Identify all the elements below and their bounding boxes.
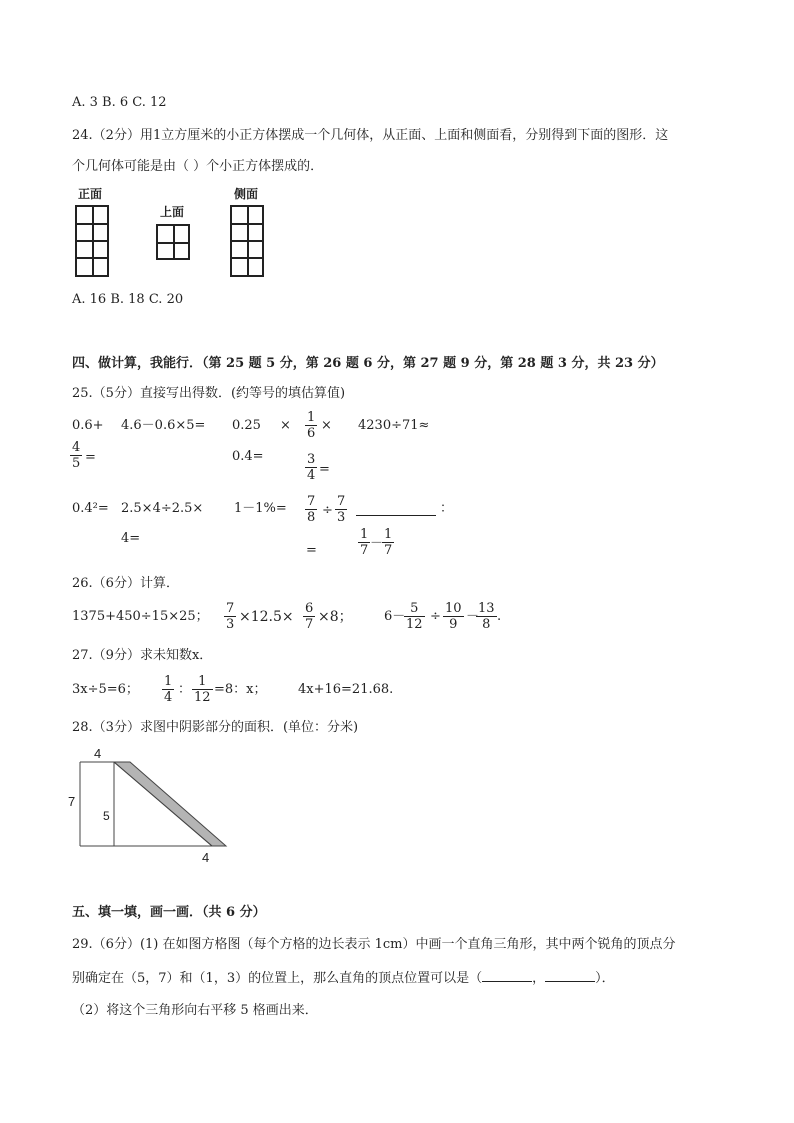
numerator: 1 <box>192 674 213 690</box>
q23-options: A. 3 B. 6 C. 12 <box>72 95 167 110</box>
q24-line1: 24.（2分）用1立方厘米的小正方体摆成一个几何体，从正面、上面和侧面看，分别得到下面的图形．这 <box>72 128 669 143</box>
q25-e7b: 4= <box>121 531 141 546</box>
q27-title: 27.（9分）求未知数x． <box>72 648 213 663</box>
numerator: 7 <box>307 494 316 509</box>
denominator: 7 <box>305 617 314 632</box>
numerator: 1 <box>307 410 316 425</box>
numerator: 5 <box>404 601 425 617</box>
numerator: 1 <box>164 674 173 689</box>
q26-e3-start: 6－ <box>384 609 406 624</box>
q29-line1: 29.（6分）(1) 在如图方格图（每个方格的边长表示 1cm）中画一个直角三角形，其中两个锐角的顶点分 <box>72 937 676 952</box>
q26-e3-fraction2 <box>443 601 464 632</box>
q25-title: 25.（5分）直接写出得数．(约等号的填估算值) <box>72 386 346 401</box>
q27-e3: 4x+16=21.68. <box>298 682 394 697</box>
q25-e3-fraction2 <box>305 452 317 483</box>
q25-e3: 0.25 <box>232 418 261 433</box>
q25-e10-fraction2 <box>382 527 394 558</box>
q29-line2-c: ）． <box>595 971 615 986</box>
q26-e3-div: ÷ <box>430 609 441 624</box>
q27-e2-end: =8：x； <box>214 682 267 697</box>
q28-figure <box>60 740 260 870</box>
q25-e4: 4230÷71≈ <box>358 418 430 433</box>
numerator: 10 <box>445 601 462 616</box>
q27-e1: 3x÷5=6； <box>72 682 139 697</box>
label-top-view: 上面 <box>160 205 185 219</box>
q25-e1: 0.6+ <box>72 418 104 433</box>
denominator: 3 <box>226 617 235 632</box>
label-left: 7 <box>68 794 76 809</box>
denominator: 8 <box>482 617 491 632</box>
numerator: 7 <box>337 494 346 509</box>
q25-e6: 0.4²= <box>72 501 109 516</box>
q25-e3-times2: × <box>321 418 332 433</box>
q25-e9-eq: = <box>306 543 317 558</box>
q26-e3-minus: － <box>466 609 480 624</box>
q25-e2: 4.6－0.6×5= <box>121 418 206 433</box>
numerator: 6 <box>305 601 314 616</box>
numerator: 1 <box>384 527 393 542</box>
numerator: 13 <box>478 601 495 616</box>
q26-e2-fraction2 <box>303 601 315 632</box>
q26-e3-end: . <box>497 609 502 624</box>
answer-blank-1[interactable] <box>482 969 532 982</box>
q26-title: 26.（6分）计算． <box>72 576 179 591</box>
label-middle: 5 <box>103 809 110 823</box>
q25-e3-fraction1 <box>305 410 317 441</box>
section5-title: 五、填一填，画一画．（共 6 分） <box>72 905 266 920</box>
q25-e3-eq: = <box>319 462 330 477</box>
q27-e2-fraction2 <box>192 674 213 705</box>
q29-line2-b: ， <box>532 971 546 986</box>
label-bottom: 4 <box>202 850 210 865</box>
q24-line2: 个几何体可能是由（ ）个小正方体摆成的． <box>72 159 324 174</box>
denominator: 4 <box>164 690 173 705</box>
q25-e7: 2.5×4÷2.5× <box>121 501 204 516</box>
q25-e1-fraction <box>70 440 82 471</box>
denominator: 12 <box>194 690 211 705</box>
shaded-region <box>114 762 226 846</box>
q25-e3-times: × <box>280 418 291 433</box>
label-front-view: 正面 <box>78 187 103 201</box>
q25-e10-fraction1 <box>358 527 370 558</box>
q26-e3-fraction1 <box>404 601 425 632</box>
label-side-view: 侧面 <box>234 187 259 201</box>
q25-e1-eq: = <box>85 450 96 465</box>
denominator: 6 <box>307 426 316 441</box>
q29-line3: （2）将这个三角形向右平移 5 格画出来． <box>72 1003 318 1018</box>
q25-e8: 1－1%= <box>234 501 287 516</box>
q24-options: A. 16 B. 18 C. 20 <box>72 292 184 307</box>
numerator: 1 <box>360 527 369 542</box>
q26-e1: 1375+450÷15×25； <box>72 609 209 624</box>
q27-e2-colon: ： <box>178 682 192 697</box>
denominator: 3 <box>337 510 346 525</box>
q25-e9-div: ÷ <box>322 503 333 518</box>
front-view-grid <box>75 205 109 277</box>
q28-title: 28.（3分）求图中阴影部分的面积．(单位：分米) <box>72 720 359 735</box>
answer-blank[interactable] <box>356 503 436 516</box>
numerator: 3 <box>307 452 316 467</box>
denominator: 5 <box>72 456 81 471</box>
q25-e5: 0.4= <box>232 449 264 464</box>
numerator: 7 <box>226 601 235 616</box>
q25-e9-fraction2 <box>335 494 347 525</box>
denominator: 12 <box>406 617 423 632</box>
q26-e3-fraction3 <box>476 601 497 632</box>
q25-e9-fraction1 <box>305 494 317 525</box>
q27-e2-fraction1 <box>162 674 174 705</box>
q29-line2-a: 别确定在（5，7）和（1，3）的位置上，那么直角的顶点位置可以是（ <box>72 971 483 986</box>
denominator: 4 <box>307 468 316 483</box>
q26-e2-end: ×8； <box>318 609 353 625</box>
denominator: 7 <box>384 543 393 558</box>
q29-line2 <box>72 969 615 987</box>
numerator: 4 <box>72 440 81 455</box>
answer-blank-2[interactable] <box>545 969 595 982</box>
denominator: 7 <box>360 543 369 558</box>
q26-e2-mid: ×12.5× <box>239 609 294 625</box>
section4-title: 四、做计算，我能行．（第 25 题 5 分，第 26 题 6 分，第 27 题 9 分，第 28 题 3 分，共 23 分） <box>72 356 664 371</box>
q25-e10-minus: － <box>370 536 384 551</box>
top-view-grid <box>156 224 190 260</box>
q25-e10-colon: ： <box>440 501 454 516</box>
side-view-grid <box>230 205 264 277</box>
q26-e2-fraction1 <box>224 601 236 632</box>
diagonal-left <box>114 762 212 846</box>
label-top: 4 <box>94 746 102 761</box>
denominator: 8 <box>307 510 316 525</box>
denominator: 9 <box>449 617 458 632</box>
